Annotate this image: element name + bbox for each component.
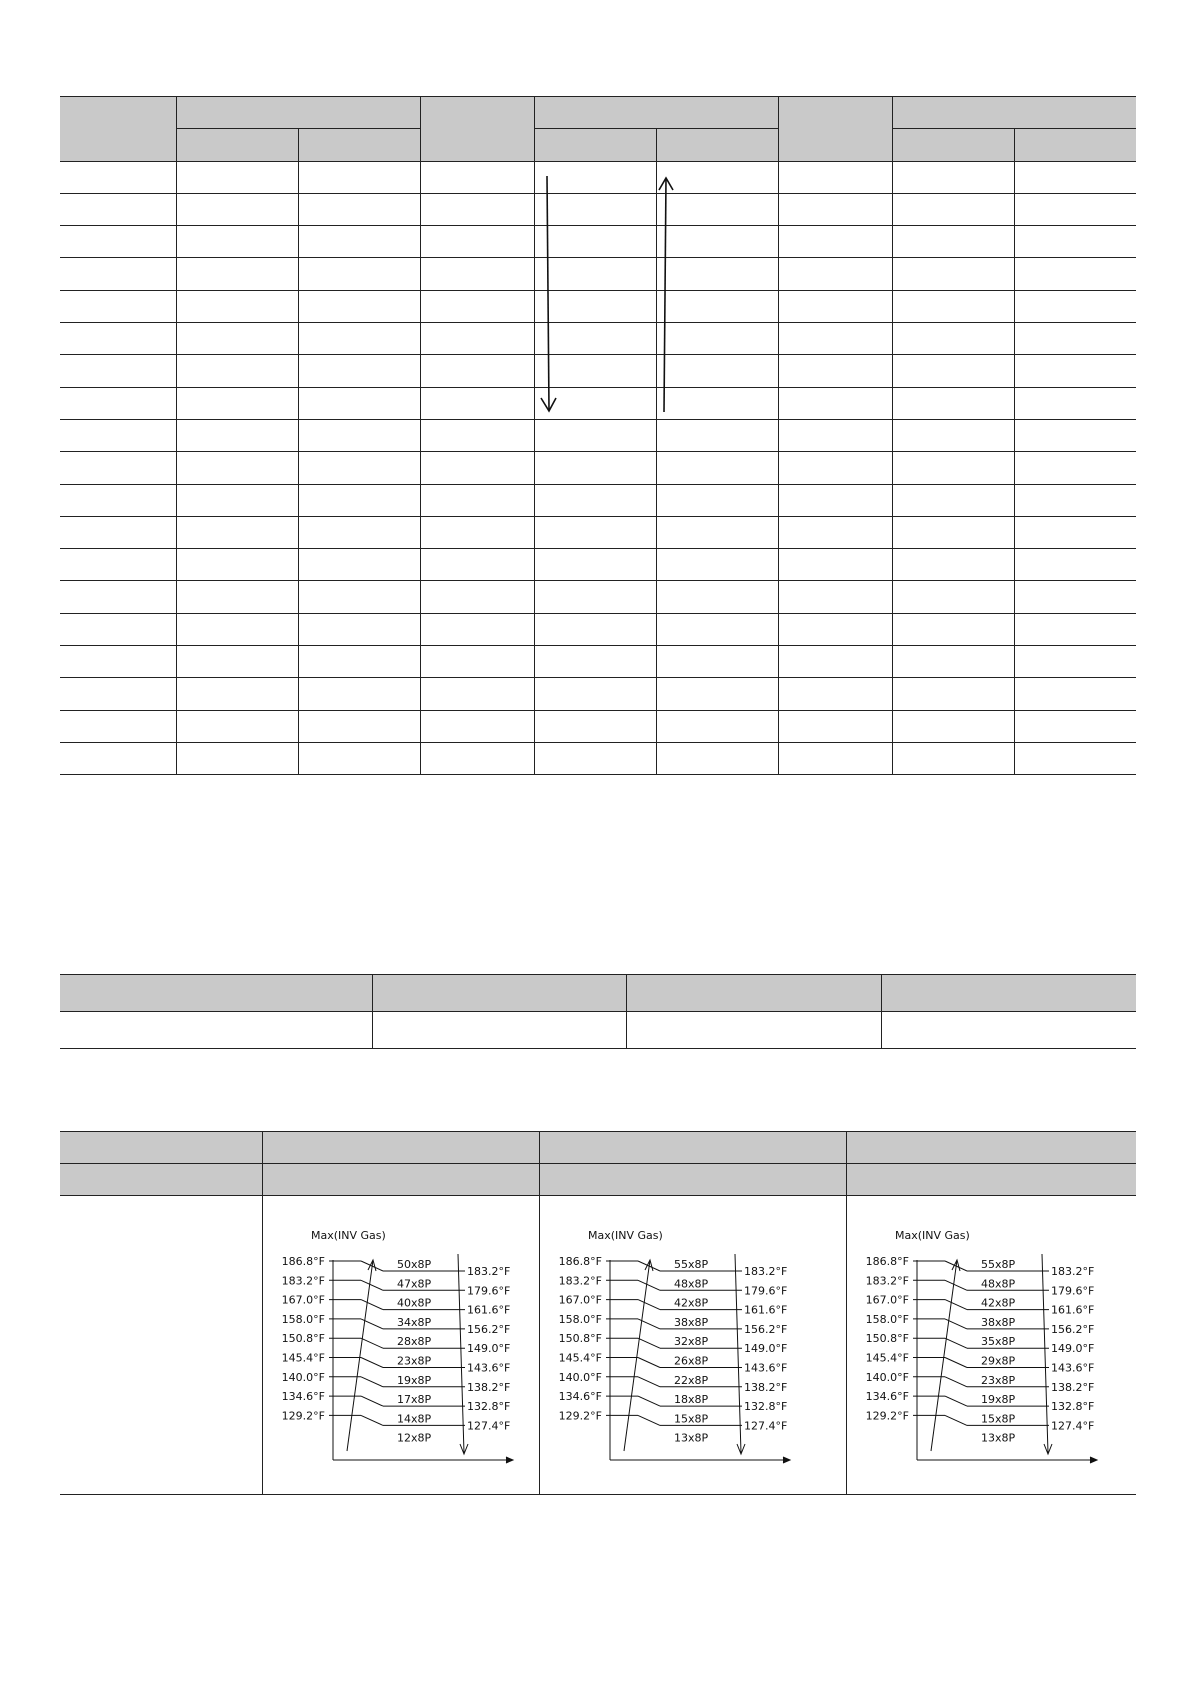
table-cell: [60, 1164, 262, 1196]
leader-line: [361, 1358, 383, 1368]
temperature-diagram: [263, 1196, 523, 1491]
right-temp-label: 183.2°F: [466, 1265, 510, 1278]
leader-line: [361, 1415, 383, 1425]
falling-line: [1042, 1254, 1048, 1453]
table-cell: [846, 1164, 1136, 1196]
size-label: 55x8P: [673, 1258, 708, 1271]
left-temp-label: 183.2°F: [558, 1274, 602, 1288]
size-label: 38x8P: [673, 1315, 708, 1329]
left-temp-label: 134.6°F: [558, 1390, 602, 1404]
size-label: 32x8P: [673, 1335, 708, 1349]
size-label: 12x8P: [396, 1431, 431, 1445]
size-label: 18x8P: [673, 1393, 708, 1407]
x-axis-arrow-icon: [783, 1457, 790, 1463]
table-cell: [846, 1132, 1136, 1164]
left-temp-label: 186.8°F: [865, 1255, 909, 1268]
table-cell: [372, 975, 626, 1012]
diagram-title: Max(INV Gas): [587, 1229, 663, 1242]
left-temp-label: 167.0°F: [558, 1293, 602, 1307]
size-label: 29x8P: [980, 1354, 1015, 1368]
right-temp-label: 156.2°F: [466, 1322, 510, 1336]
table-cell: [60, 1196, 262, 1495]
leader-line: [638, 1338, 660, 1348]
size-label: 13x8P: [673, 1431, 708, 1445]
size-label: 47x8P: [396, 1277, 431, 1291]
table-cell: [262, 1132, 539, 1164]
size-label: 15x8P: [673, 1412, 708, 1426]
up-arrow-icon: [659, 178, 673, 412]
left-temp-label: 158.0°F: [558, 1312, 602, 1326]
table-cell: [626, 975, 881, 1012]
right-temp-label: 156.2°F: [1050, 1322, 1094, 1336]
x-axis-arrow-icon: [506, 1457, 513, 1463]
right-temp-label: 127.4°F: [1050, 1419, 1094, 1433]
leader-line: [638, 1396, 660, 1406]
leader-line: [945, 1415, 967, 1425]
leader-line: [638, 1358, 660, 1368]
table-row: [60, 1164, 1136, 1196]
table-cell: [626, 1012, 881, 1049]
right-temp-label: 138.2°F: [466, 1380, 510, 1394]
right-temp-label: 183.2°F: [743, 1265, 787, 1278]
size-label: 19x8P: [396, 1373, 431, 1387]
size-label: 55x8P: [980, 1258, 1015, 1271]
table-cell: [881, 1012, 1136, 1049]
right-temp-label: 156.2°F: [743, 1322, 787, 1336]
rising-line: [624, 1260, 650, 1451]
size-label: 26x8P: [673, 1354, 708, 1368]
size-label: 50x8P: [396, 1258, 431, 1271]
right-temp-label: 161.6°F: [1050, 1303, 1094, 1317]
left-temp-label: 150.8°F: [281, 1332, 325, 1346]
left-temp-label: 158.0°F: [281, 1312, 325, 1326]
left-temp-label: 140.0°F: [281, 1370, 325, 1384]
left-temp-label: 145.4°F: [865, 1351, 909, 1365]
diagram-title: Max(INV Gas): [310, 1229, 386, 1242]
right-temp-label: 143.6°F: [743, 1361, 787, 1375]
leader-line: [945, 1377, 967, 1387]
right-temp-label: 132.8°F: [466, 1400, 510, 1414]
summary-table: [60, 974, 1136, 1049]
diagram-cell-2: [539, 1196, 846, 1495]
right-temp-label: 132.8°F: [1050, 1400, 1094, 1414]
table-cell: [881, 975, 1136, 1012]
table-cell: [372, 1012, 626, 1049]
leader-line: [361, 1280, 383, 1290]
size-label: 14x8P: [396, 1412, 431, 1426]
rising-line: [347, 1260, 373, 1451]
left-temp-label: 140.0°F: [865, 1370, 909, 1384]
right-temp-label: 149.0°F: [743, 1342, 787, 1356]
leader-line: [361, 1377, 383, 1387]
size-label: 28x8P: [396, 1335, 431, 1349]
down-arrow-icon: [541, 176, 556, 411]
left-temp-label: 183.2°F: [281, 1274, 325, 1288]
size-label: 17x8P: [396, 1393, 431, 1407]
leader-line: [945, 1358, 967, 1368]
size-label: 35x8P: [980, 1335, 1015, 1349]
diagram-cell-1: [262, 1196, 539, 1495]
size-label: 40x8P: [396, 1296, 431, 1310]
left-temp-label: 129.2°F: [865, 1409, 909, 1423]
leader-line: [638, 1415, 660, 1425]
leader-line: [638, 1300, 660, 1310]
right-temp-label: 138.2°F: [1050, 1380, 1094, 1394]
size-label: 19x8P: [980, 1393, 1015, 1407]
right-temp-label: 149.0°F: [466, 1342, 510, 1356]
leader-line: [945, 1280, 967, 1290]
table-row: [60, 975, 1136, 1012]
size-label: 23x8P: [396, 1354, 431, 1368]
size-label: 42x8P: [980, 1296, 1015, 1310]
left-temp-label: 186.8°F: [281, 1255, 325, 1268]
leader-line: [361, 1300, 383, 1310]
left-temp-label: 150.8°F: [865, 1332, 909, 1346]
left-temp-label: 158.0°F: [865, 1312, 909, 1326]
table-row: [60, 1132, 1136, 1164]
left-temp-label: 129.2°F: [558, 1409, 602, 1423]
leader-line: [638, 1280, 660, 1290]
table-row: [60, 1196, 1136, 1495]
table-cell: [539, 1132, 846, 1164]
right-temp-label: 179.6°F: [1050, 1284, 1094, 1298]
left-temp-label: 186.8°F: [558, 1255, 602, 1268]
table-cell: [60, 1012, 372, 1049]
leader-line: [638, 1377, 660, 1387]
left-temp-label: 145.4°F: [558, 1351, 602, 1365]
table-cell: [60, 1132, 262, 1164]
right-temp-label: 143.6°F: [1050, 1361, 1094, 1375]
size-label: 23x8P: [980, 1373, 1015, 1387]
size-label: 34x8P: [396, 1315, 431, 1329]
right-temp-label: 179.6°F: [743, 1284, 787, 1298]
size-label: 42x8P: [673, 1296, 708, 1310]
right-temp-label: 138.2°F: [743, 1380, 787, 1394]
right-temp-label: 183.2°F: [1050, 1265, 1094, 1278]
size-label: 38x8P: [980, 1315, 1015, 1329]
rising-line: [931, 1260, 957, 1451]
left-temp-label: 134.6°F: [865, 1390, 909, 1404]
falling-line: [735, 1254, 741, 1453]
left-temp-label: 134.6°F: [281, 1390, 325, 1404]
leader-line: [945, 1396, 967, 1406]
right-temp-label: 179.6°F: [466, 1284, 510, 1298]
table-cell: [60, 975, 372, 1012]
temperature-diagram: [847, 1196, 1127, 1491]
size-label: 48x8P: [673, 1277, 708, 1291]
right-temp-label: 161.6°F: [743, 1303, 787, 1317]
leader-line: [361, 1396, 383, 1406]
right-temp-label: 132.8°F: [743, 1400, 787, 1414]
size-label: 48x8P: [980, 1277, 1015, 1291]
left-temp-label: 167.0°F: [281, 1293, 325, 1307]
size-label: 22x8P: [673, 1373, 708, 1387]
size-label: 15x8P: [980, 1412, 1015, 1426]
table-cell: [262, 1164, 539, 1196]
left-temp-label: 150.8°F: [558, 1332, 602, 1346]
leader-line: [945, 1300, 967, 1310]
diagram-table: [60, 1131, 1136, 1495]
diagram-title: Max(INV Gas): [894, 1229, 970, 1242]
right-temp-label: 161.6°F: [466, 1303, 510, 1317]
right-temp-label: 127.4°F: [466, 1419, 510, 1433]
left-temp-label: 140.0°F: [558, 1370, 602, 1384]
flow-arrows: [0, 0, 1191, 800]
right-temp-label: 149.0°F: [1050, 1342, 1094, 1356]
temperature-diagram: [540, 1196, 840, 1491]
diagram-cell-3: [846, 1196, 1136, 1495]
table-row: [60, 1012, 1136, 1049]
size-label: 13x8P: [980, 1431, 1015, 1445]
leader-line: [361, 1338, 383, 1348]
right-temp-label: 143.6°F: [466, 1361, 510, 1375]
x-axis-arrow-icon: [1090, 1457, 1097, 1463]
leader-line: [945, 1338, 967, 1348]
left-temp-label: 129.2°F: [281, 1409, 325, 1423]
falling-line: [458, 1254, 464, 1453]
left-temp-label: 183.2°F: [865, 1274, 909, 1288]
left-temp-label: 145.4°F: [281, 1351, 325, 1365]
right-temp-label: 127.4°F: [743, 1419, 787, 1433]
left-temp-label: 167.0°F: [865, 1293, 909, 1307]
table-cell: [539, 1164, 846, 1196]
